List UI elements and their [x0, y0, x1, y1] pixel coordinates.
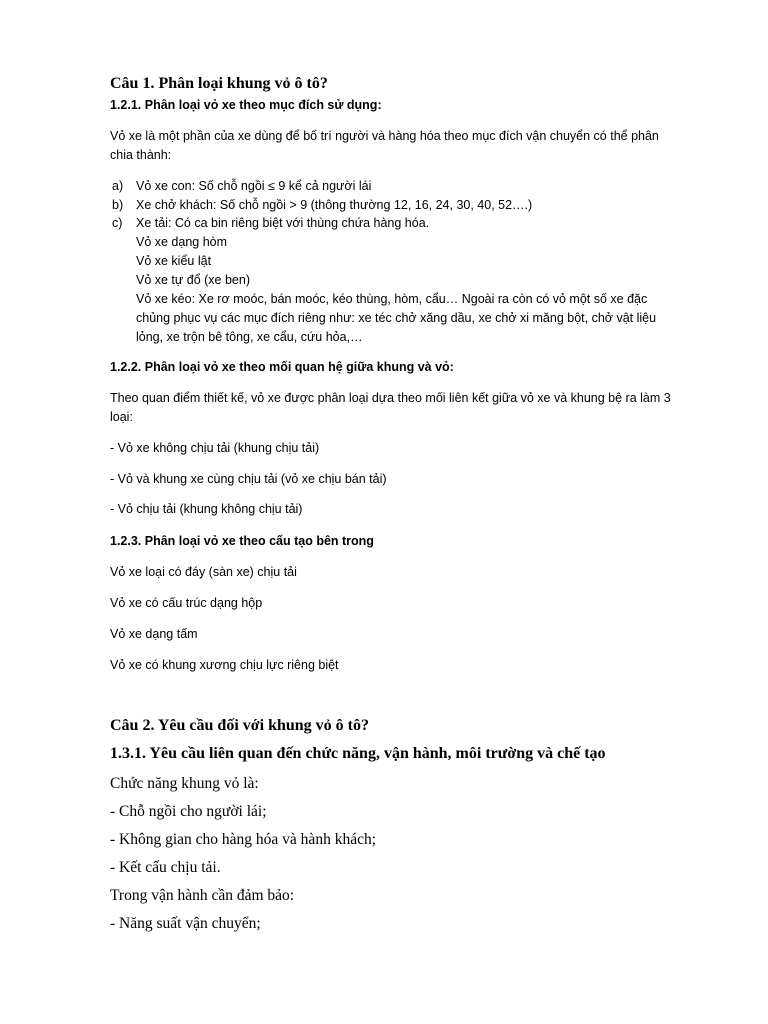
- paragraph-1-2-2-line-2: loại:: [110, 410, 133, 424]
- list-marker-a: a): [112, 179, 124, 193]
- paragraph-1-2-2-line-1: Theo quan điểm thiết kế, vỏ xe được phân loại dựa theo mối liên kết giữa vỏ xe và khung bệ ra làm 3: [110, 391, 671, 405]
- section-2-title: Câu 2. Yêu cầu đối với khung vỏ ô tô?: [110, 717, 369, 734]
- intro-line-2: chia thành:: [110, 148, 172, 162]
- truck-item: Vỏ xe kéo: Xe rơ moóc, bán moóc, kéo thùng, hòm, cẩu… Ngoài ra còn có vỏ một số xe đặc: [136, 292, 648, 306]
- subheading-1-2-2: 1.2.2. Phân loại vỏ xe theo mối quan hệ giữa khung và vỏ:: [110, 360, 454, 374]
- list-item-b: Xe chở khách: Số chỗ ngồi > 9 (thông thường 12, 16, 24, 30, 40, 52….): [136, 198, 533, 212]
- list-item: - Vỏ chịu tải (khung không chịu tải): [110, 502, 303, 516]
- body-line: Trong vận hành cần đảm bảo:: [110, 887, 295, 904]
- subheading-1-2-3: 1.2.3. Phân loại vỏ xe theo cấu tạo bên trong: [110, 534, 374, 548]
- truck-item: chủng phục vụ các mục đích riêng như: xe téc chở xăng dầu, xe chở xi măng bột, chở vật liệu: [136, 311, 657, 325]
- subheading-1-2-1: 1.2.1. Phân loại vỏ xe theo mục đích sử dụng:: [110, 98, 382, 112]
- list-marker-c: c): [112, 216, 123, 230]
- list-item: Vỏ xe dạng tấm: [110, 627, 198, 641]
- truck-item: Vỏ xe kiểu lật: [136, 254, 212, 268]
- section-1-title: Câu 1. Phân loại khung vỏ ô tô?: [110, 75, 328, 92]
- list-marker-b: b): [112, 198, 124, 212]
- list-item-c: Xe tải: Có ca bin riêng biệt với thùng chứa hàng hóa.: [136, 216, 430, 230]
- body-line: Chức năng khung vỏ là:: [110, 775, 259, 792]
- subheading-1-3-1: 1.3.1. Yêu cầu liên quan đến chức năng, vận hành, môi trường và chế tạo: [110, 745, 606, 762]
- list-item: Vỏ xe có khung xương chịu lực riêng biệt: [110, 658, 339, 672]
- body-line: - Kết cấu chịu tải.: [110, 859, 221, 876]
- body-line: - Không gian cho hàng hóa và hành khách;: [110, 831, 377, 848]
- truck-item: Vỏ xe tự đổ (xe ben): [136, 273, 250, 287]
- list-item-a: Vỏ xe con: Số chỗ ngồi ≤ 9 kể cả người lái: [136, 179, 372, 193]
- body-line: - Chỗ ngồi cho người lái;: [110, 803, 267, 820]
- truck-item: Vỏ xe dạng hòm: [136, 235, 228, 249]
- list-item: Vỏ xe loại có đáy (sàn xe) chịu tải: [110, 565, 297, 579]
- list-item: - Vỏ xe không chịu tải (khung chịu tải): [110, 441, 320, 455]
- truck-item: lỏng, xe trộn bê tông, xe cẩu, cứu hỏa,…: [136, 330, 363, 344]
- intro-line-1: Vỏ xe là một phần của xe dùng để bố trí người và hàng hóa theo mục đích vận chuyển có thể phân: [110, 129, 659, 143]
- body-line: - Năng suất vận chuyển;: [110, 915, 261, 932]
- list-item: Vỏ xe có cấu trúc dạng hộp: [110, 596, 263, 610]
- list-item: - Vỏ và khung xe cùng chịu tải (vỏ xe chịu bán tải): [110, 472, 387, 486]
